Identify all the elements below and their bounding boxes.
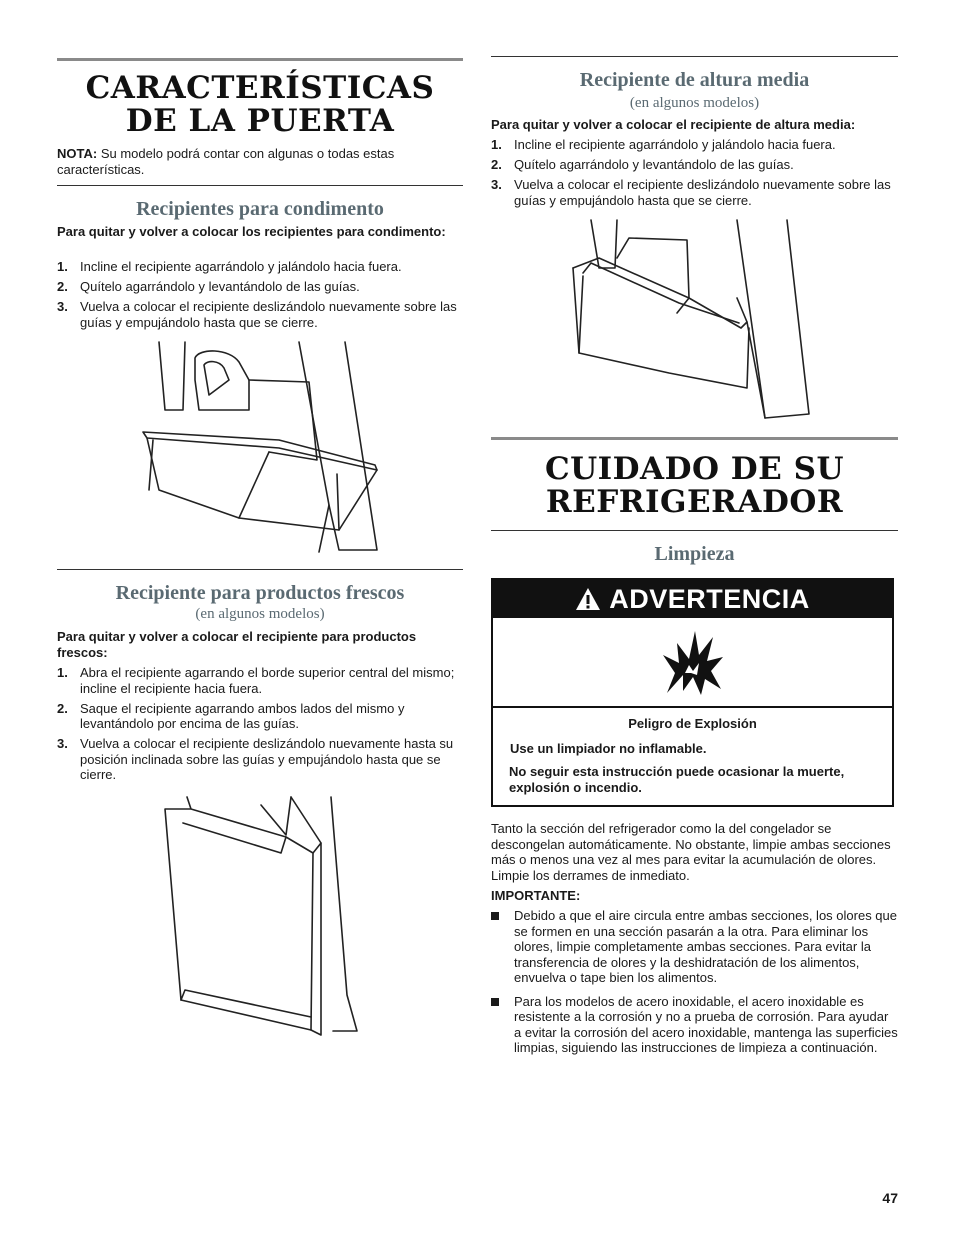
bullet-square-icon [491, 912, 499, 920]
warning-header-text: ADVERTENCIA [609, 583, 810, 614]
produce-title: Recipiente para productos frescos [115, 582, 405, 604]
produce-step-3: 3. Vuelva a colocar el recipiente deslizándolo nuevamente hasta su posición inclinada sobre las guías y empujándolo hasta que se cierre. [57, 736, 454, 782]
note-label: NOTA: [57, 146, 98, 161]
warning-symbol-area [493, 618, 892, 708]
care-rule [491, 437, 898, 440]
note-text: Su modelo podrá contar con algunas o todas estas características. [57, 146, 395, 177]
condiment-step-1: 1. Incline el recipiente agarrándolo y jalándolo hacia fuera. [57, 259, 402, 274]
produce-bin-illustration [161, 795, 361, 1040]
medium-bin-illustration [569, 218, 814, 423]
condiment-bin-illustration [139, 340, 384, 555]
cleaning-title: Limpieza [654, 543, 735, 565]
medium-bin-steps [491, 137, 898, 213]
medium-bin-title: Recipiente de altura media [579, 69, 810, 91]
produce-step-1: 1. Abra el recipiente agarrando el borde superior central del mismo; incline el recipiente hacia fuera. [57, 665, 455, 696]
title-line-2: DE LA PUERTA [125, 103, 395, 139]
page-number: 47 [882, 1190, 898, 1206]
section-rule [57, 185, 463, 186]
medium-step-3: 3. Vuelva a colocar el recipiente deslizándolo nuevamente sobre las guías y empujándolo hasta que se cierre. [491, 177, 891, 208]
condiment-step-3: 3. Vuelva a colocar el recipiente deslizándolo nuevamente sobre las guías y empujándolo hasta que se cierre. [57, 299, 457, 330]
bullet-item: Para los modelos de acero inoxidable, el acero inoxidable es resistente a la corrosión y no a prueba de corrosión. Para ayudar a evitar la corrosión del acero inoxidable, mantenga las superficies limpias, siguiendo las instrucciones de limpieza a continuación. [491, 994, 898, 1056]
top-rule [57, 58, 463, 61]
medium-step-2: 2. Quítelo agarrándolo y levantándolo de las guías. [491, 157, 794, 172]
warning-line-2: No seguir esta instrucción puede ocasionar la muerte, explosión o incendio. [509, 764, 845, 795]
condiment-steps [57, 259, 462, 335]
produce-step-2: 2. Saque el recipiente agarrando ambos lados del mismo y levantándolo por encima de las guías. [57, 700, 405, 731]
warning-triangle-icon [575, 587, 601, 611]
title-line-1: CARACTERÍSTICAS [85, 70, 435, 106]
produce-subtitle: (en algunos modelos) [195, 606, 325, 622]
condiment-intro: Para quitar y volver a colocar los recipientes para condimento: [57, 224, 446, 239]
explosion-icon [661, 629, 725, 695]
note [57, 146, 457, 177]
care-title [491, 453, 898, 519]
top-rule-right [491, 56, 898, 57]
bullet-square-icon [491, 998, 499, 1006]
important-label: IMPORTANTE: [491, 888, 581, 903]
medium-bin-intro: Para quitar y volver a colocar el recipiente de altura media: [491, 117, 856, 132]
medium-step-1: 1. Incline el recipiente agarrándolo y jalándolo hacia fuera. [491, 137, 836, 152]
cleaning-body: Tanto la sección del refrigerador como la del congelador se descongelan automáticamente. No obstante, limpie ambas secciones más o menos una vez al mes para evitar la acumulación de olores. Limpie los derrames de inmediato. [491, 821, 891, 883]
cleaning-rule [491, 530, 898, 531]
page-title [57, 72, 463, 138]
condiment-step-2: 2. Quítelo agarrándolo y levantándolo de las guías. [57, 279, 360, 294]
produce-steps [57, 665, 462, 787]
important-bullets [491, 908, 898, 1064]
section-rule-2 [57, 569, 463, 570]
care-title-line-1: CUIDADO DE SU [544, 451, 845, 487]
condiment-title: Recipientes para condimento [136, 198, 384, 220]
medium-bin-subtitle: (en algunos modelos) [629, 95, 760, 111]
warning-line-1: Use un limpiador no inflamable. [510, 741, 707, 756]
warning-header [493, 580, 892, 618]
warning-box [491, 578, 894, 807]
bullet-item: Debido a que el aire circula entre ambas secciones, los olores que se formen en una sección pasarán a la otra. Para eliminar los olores, limpie completamente ambas secciones. Para evitar la transferencia de olores y la deshidratación de los alimentos, envuelva o tape bien los alimentos. [491, 908, 898, 986]
warning-hazard: Peligro de Explosión [628, 716, 757, 731]
care-title-line-2: REFRIGERADOR [545, 484, 844, 520]
produce-intro: Para quitar y volver a colocar el recipiente para productos frescos: [57, 629, 417, 660]
